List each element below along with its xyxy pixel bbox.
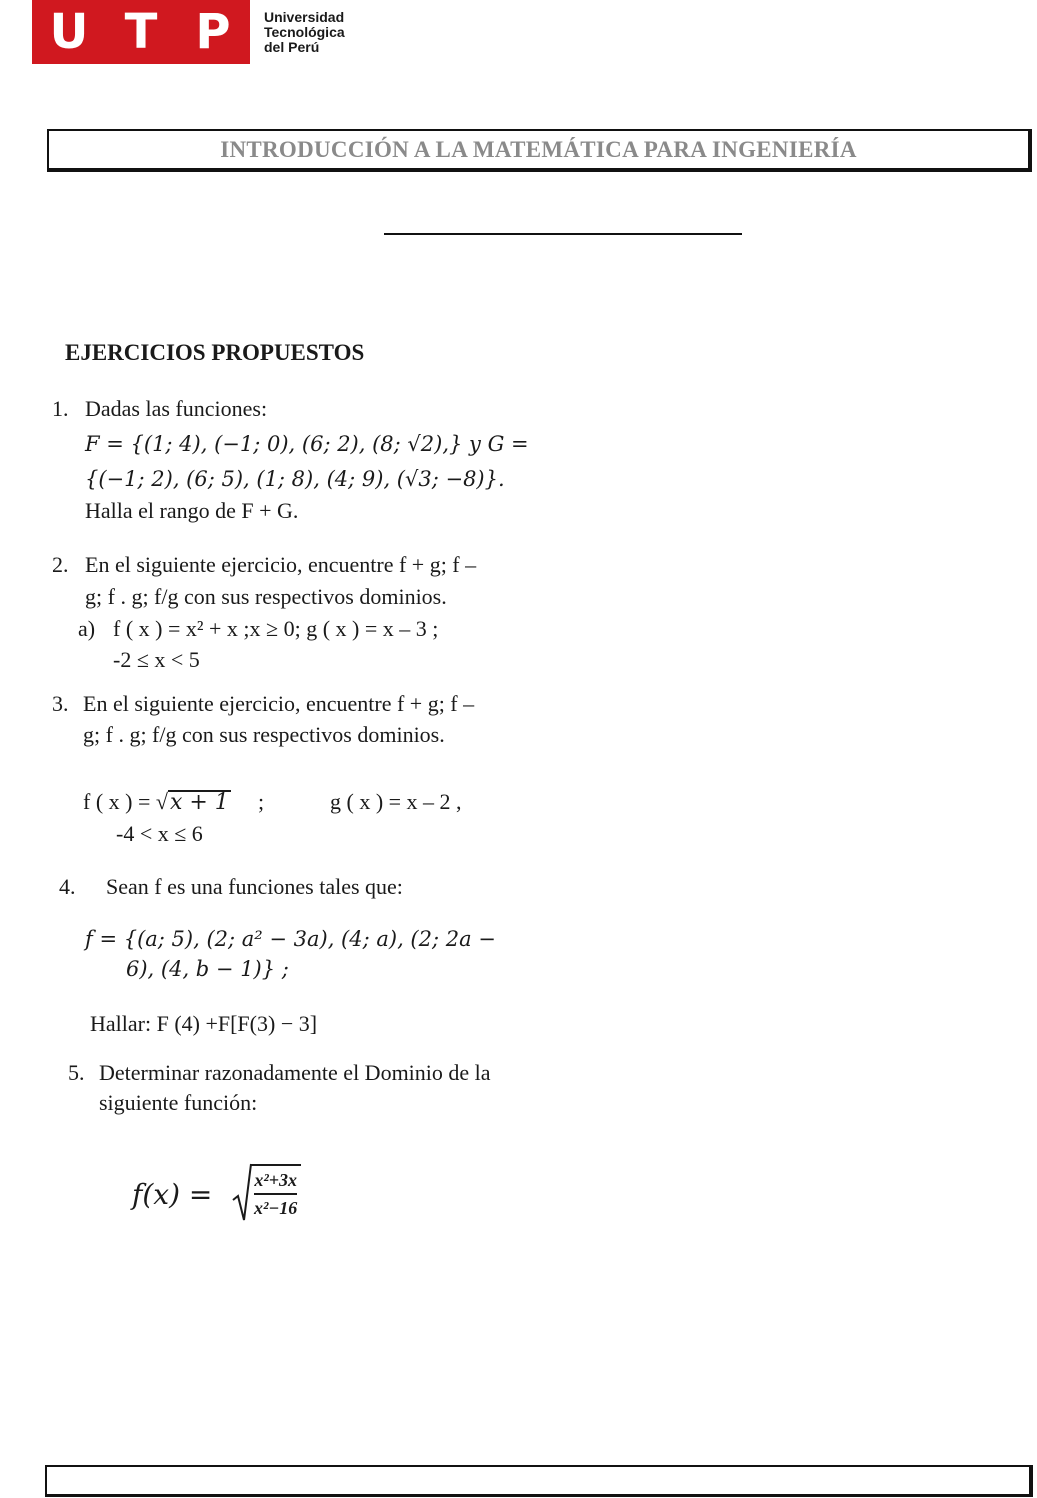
exercise-4-line1: Sean f es una funciones tales que: (106, 874, 403, 899)
exercise-1-set-f: F = {(1; 4), (−1; 0), (6; 2), (8; √2),} y G = (85, 432, 529, 456)
logo-wordmark (264, 10, 345, 55)
exercise-3-f-radicand: x + 1 (169, 790, 229, 815)
logo-mark (32, 0, 250, 64)
logo-letter-u: U (49, 4, 89, 60)
logo-letter-p: P (195, 4, 231, 60)
exercise-2-number: 2. (52, 552, 69, 577)
exercise-5-number: 5. (68, 1060, 85, 1085)
exercise-2-item-label: a) (78, 616, 96, 641)
logo-letter-t: T (124, 4, 158, 60)
exercise-2-line2: g; f . g; f/g con sus respectivos dominios. (85, 584, 447, 609)
exercise-2-item-line2: -2 ≤ x < 5 (113, 647, 200, 672)
course-title: INTRODUCCIÓN A LA MATEMÁTICA PARA INGENIERÍA (220, 136, 857, 162)
exercise-4-number: 4. (59, 874, 76, 899)
exercise-1-set-g: {(−1; 2), (6; 5), (1; 8), (4; 9), (√3; −8)}. (85, 467, 505, 491)
exercise-1-question: Halla el rango de F + G. (85, 498, 299, 523)
footer-box (45, 1465, 1033, 1497)
title-underline (384, 233, 742, 235)
exercise-1-intro: Dadas las funciones: (85, 396, 268, 421)
exercise-5-denominator: x²−16 (254, 1198, 298, 1218)
exercise-5-numerator: x²+3x (254, 1170, 297, 1190)
exercise-4-find: Hallar: F (4) +F[F(3) − 3] (90, 1011, 318, 1036)
exercise-3-g-definition: g ( x ) = x – 2 , (330, 789, 462, 814)
exercise-5-line2: siguiente función: (99, 1090, 258, 1115)
exercise-3-line2: g; f . g; f/g con sus respectivos dominios. (83, 722, 445, 747)
exercise-1-number: 1. (52, 396, 69, 421)
course-title-box (47, 129, 1032, 172)
exercise-3-separator: ; (258, 789, 265, 814)
utp-logo (32, 0, 345, 64)
sqrt-symbol: √x + 1 (155, 789, 229, 815)
section-heading: EJERCICIOS PROPUESTOS (65, 340, 365, 365)
exercise-3-domain: -4 < x ≤ 6 (116, 821, 203, 846)
sqrt-sign-icon (232, 1160, 252, 1222)
logo-text-line1: Universidad (264, 8, 345, 25)
exercise-3-f-definition (83, 788, 231, 816)
exercise-5-fraction (250, 1164, 301, 1220)
logo-text-line2: Tecnológica (264, 23, 345, 40)
exercise-5-f-label: f(x) = (132, 1178, 213, 1211)
exercise-4-set-line2: 6), (4, b − 1)} ; (126, 957, 289, 981)
fraction-bar (254, 1193, 297, 1195)
exercise-4-set-line1: f = {(a; 5), (2; a² − 3a), (4; a), (2; 2a − (85, 927, 496, 951)
exercise-3-line1: En el siguiente ejercicio, encuentre f + g; f – (83, 691, 475, 716)
exercise-5-line1: Determinar razonadamente el Dominio de la (99, 1060, 491, 1085)
logo-text-line3: del Perú (264, 38, 320, 55)
exercise-3-f-prefix: f ( x ) = (83, 789, 151, 814)
exercise-2-item-line1: f ( x ) = x² + x ;x ≥ 0; g ( x ) = x – 3 ; (113, 616, 439, 641)
exercise-3-number: 3. (52, 691, 69, 716)
exercise-2-line1: En el siguiente ejercicio, encuentre f + g; f – (85, 552, 477, 577)
